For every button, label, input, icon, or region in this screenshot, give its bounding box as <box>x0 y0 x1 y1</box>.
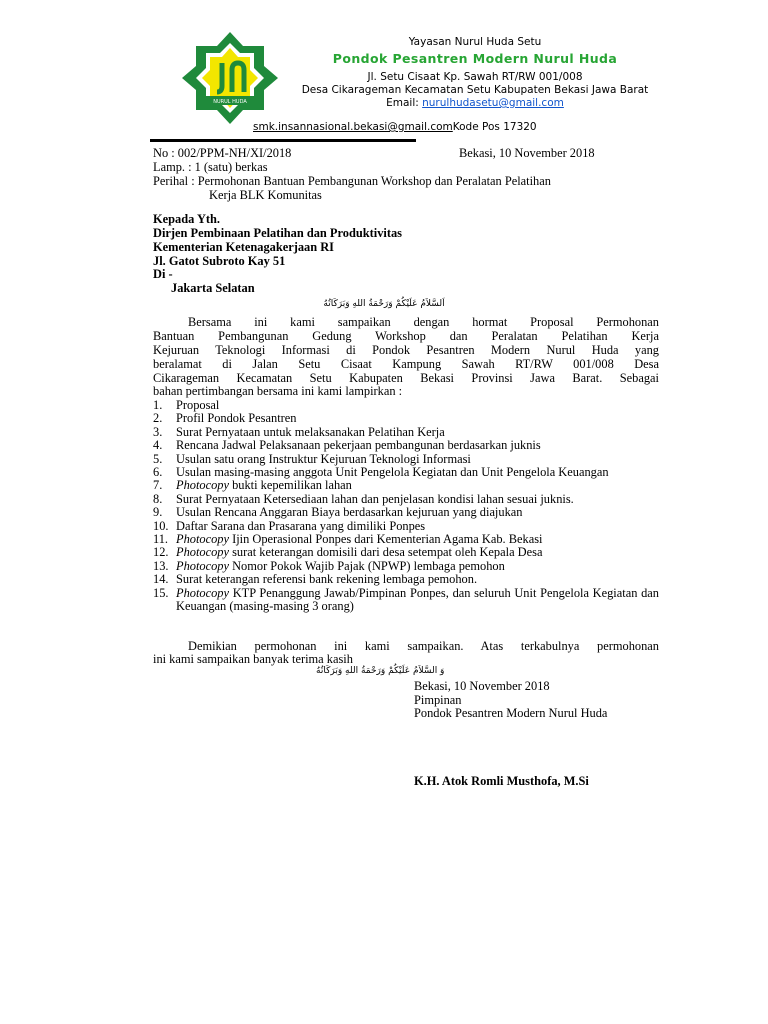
email-link-1[interactable]: nurulhudasetu@gmail.com <box>422 97 564 109</box>
recipient-line-2: Kementerian Ketenagakerjaan RI <box>153 240 335 254</box>
closing-line-2: ini kami sampaikan banyak terima kasih <box>153 652 353 666</box>
recipient-line-1: Dirjen Pembinaan Pelatihan dan Produktivitas <box>153 226 402 240</box>
salam-closing: وَ السَّلاَمُ عَلَيْكُمْ وَرَحْمَةُ اللهِ وَبَرَكَاتُهُ <box>316 666 445 676</box>
recipient-city: Jakarta Selatan <box>171 281 255 295</box>
list-item: 13. Photocopy Nomor Pokok Wajib Pajak (NPWP) lembaga pemohon <box>153 558 505 573</box>
letter-date: Bekasi, 10 November 2018 <box>459 146 595 160</box>
list-item: 9. Usulan Rencana Anggaran Biaya berdasarkan kejuruan yang diajukan <box>153 505 523 520</box>
pondok-name: Pondok Pesantren Modern Nurul Huda <box>332 51 618 66</box>
signature-role: Pimpinan <box>414 693 462 707</box>
body-line-4: beralamat di Jalan Setu Cisaat Kampung Sawah RT/RW 001/008 Desa <box>153 357 659 371</box>
list-item: 3. Surat Pernyataan untuk melaksanakan Pelatihan Kerja <box>153 424 445 439</box>
list-item: 15. Photocopy KTP Penanggung Jawab/Pimpinan Ponpes, dan seluruh Unit Pengelola Kegiatan dan Keuangan (masing-masing 3 orang) <box>153 585 659 614</box>
email-line <box>290 97 660 110</box>
list-item: 7. Photocopy bukti kepemilikan lahan <box>153 478 352 493</box>
pondok-logo <box>172 30 288 126</box>
body-line-5: Cikarageman Kecamatan Setu Kabupaten Bekasi Provinsi Jawa Barat. Sebagai <box>153 371 659 385</box>
closing-line-1: Demikian permohonan ini kami sampaikan. Atas terkabulnya permohonan <box>188 639 659 653</box>
yayasan-name: Yayasan Nurul Huda Setu <box>408 36 542 48</box>
signature-org: Pondok Pesantren Modern Nurul Huda <box>414 706 608 720</box>
address-line-1: Jl. Setu Cisaat Kp. Sawah RT/RW 001/008 <box>367 71 583 83</box>
subject-line-1: Perihal : Permohonan Bantuan Pembangunan Workshop dan Peralatan Pelatihan <box>153 174 551 188</box>
body-line-3: Kejuruan Teknologi Informasi di Pondok Pesantren Modern Nurul Huda yang <box>153 343 659 357</box>
signature-date: Bekasi, 10 November 2018 <box>414 679 550 693</box>
signatory-name: K.H. Atok Romli Musthofa, M.Si <box>414 774 589 788</box>
letterhead-text <box>290 36 660 110</box>
list-item: 11. Photocopy Ijin Operasional Ponpes dari Kementerian Agama Kab. Bekasi <box>153 532 543 547</box>
recipient-kepada: Kepada Yth. <box>153 212 221 226</box>
salam-opening: اَلسَّلاَمُ عَلَيْكُمْ وَرَحْمَةُ اللهِ وَبَرَكَاتُهُ <box>323 299 445 309</box>
address-line-2: Desa Cikarageman Kecamatan Setu Kabupaten Bekasi Jawa Barat <box>301 84 649 96</box>
logo-text: NURUL HUDA <box>213 99 247 105</box>
recipient-di: Di - <box>153 267 173 281</box>
email-postcode-line <box>253 121 537 133</box>
list-item: 8. Surat Pernyataan Ketersediaan lahan dan penjelasan kondisi lahan sesuai juknis. <box>153 491 574 506</box>
list-item: 12. Photocopy surat keterangan domisili dari desa setempat oleh Kepala Desa <box>153 545 543 560</box>
letter-number: No : 002/PPM-NH/XI/2018 <box>153 146 292 160</box>
recipient-line-3: Jl. Gatot Subroto Kay 51 <box>153 254 286 268</box>
letterhead-rule <box>150 139 416 142</box>
list-item: 14. Surat keterangan referensi bank rekening lembaga pemohon. <box>153 572 478 587</box>
list-item: 1. Proposal <box>153 398 220 412</box>
attachment-list <box>153 399 659 614</box>
postcode: Kode Pos 17320 <box>452 121 537 133</box>
email-link-2[interactable]: smk.insannasional.bekasi@gmail.com <box>253 121 453 133</box>
list-item: 2. Profil Pondok Pesantren <box>153 411 297 426</box>
body-line-6: bahan pertimbangan bersama ini kami lampirkan : <box>153 384 403 398</box>
list-item: 5. Usulan satu orang Instruktur Kejuruan Teknologi Informasi <box>153 451 471 466</box>
list-item: 6. Usulan masing-masing anggota Unit Pengelola Kegiatan dan Unit Pengelola Keuangan <box>153 465 609 480</box>
body-line-1: Bersama ini kami sampaikan dengan hormat Proposal Permohonan <box>188 315 659 329</box>
attachment-line: Lamp. : 1 (satu) berkas <box>153 160 268 174</box>
list-item: 4. Rencana Jadwal Pelaksanaan pekerjaan pembangunan berdasarkan juknis <box>153 438 541 453</box>
subject-line-2: Kerja BLK Komunitas <box>209 188 322 202</box>
body-line-2: Bantuan Pembangunan Gedung Workshop dan Peralatan Pelatihan Kerja <box>153 329 659 343</box>
list-item: 10. Daftar Sarana dan Prasarana yang dimiliki Ponpes <box>153 518 426 533</box>
email-label: Email: <box>386 97 423 109</box>
